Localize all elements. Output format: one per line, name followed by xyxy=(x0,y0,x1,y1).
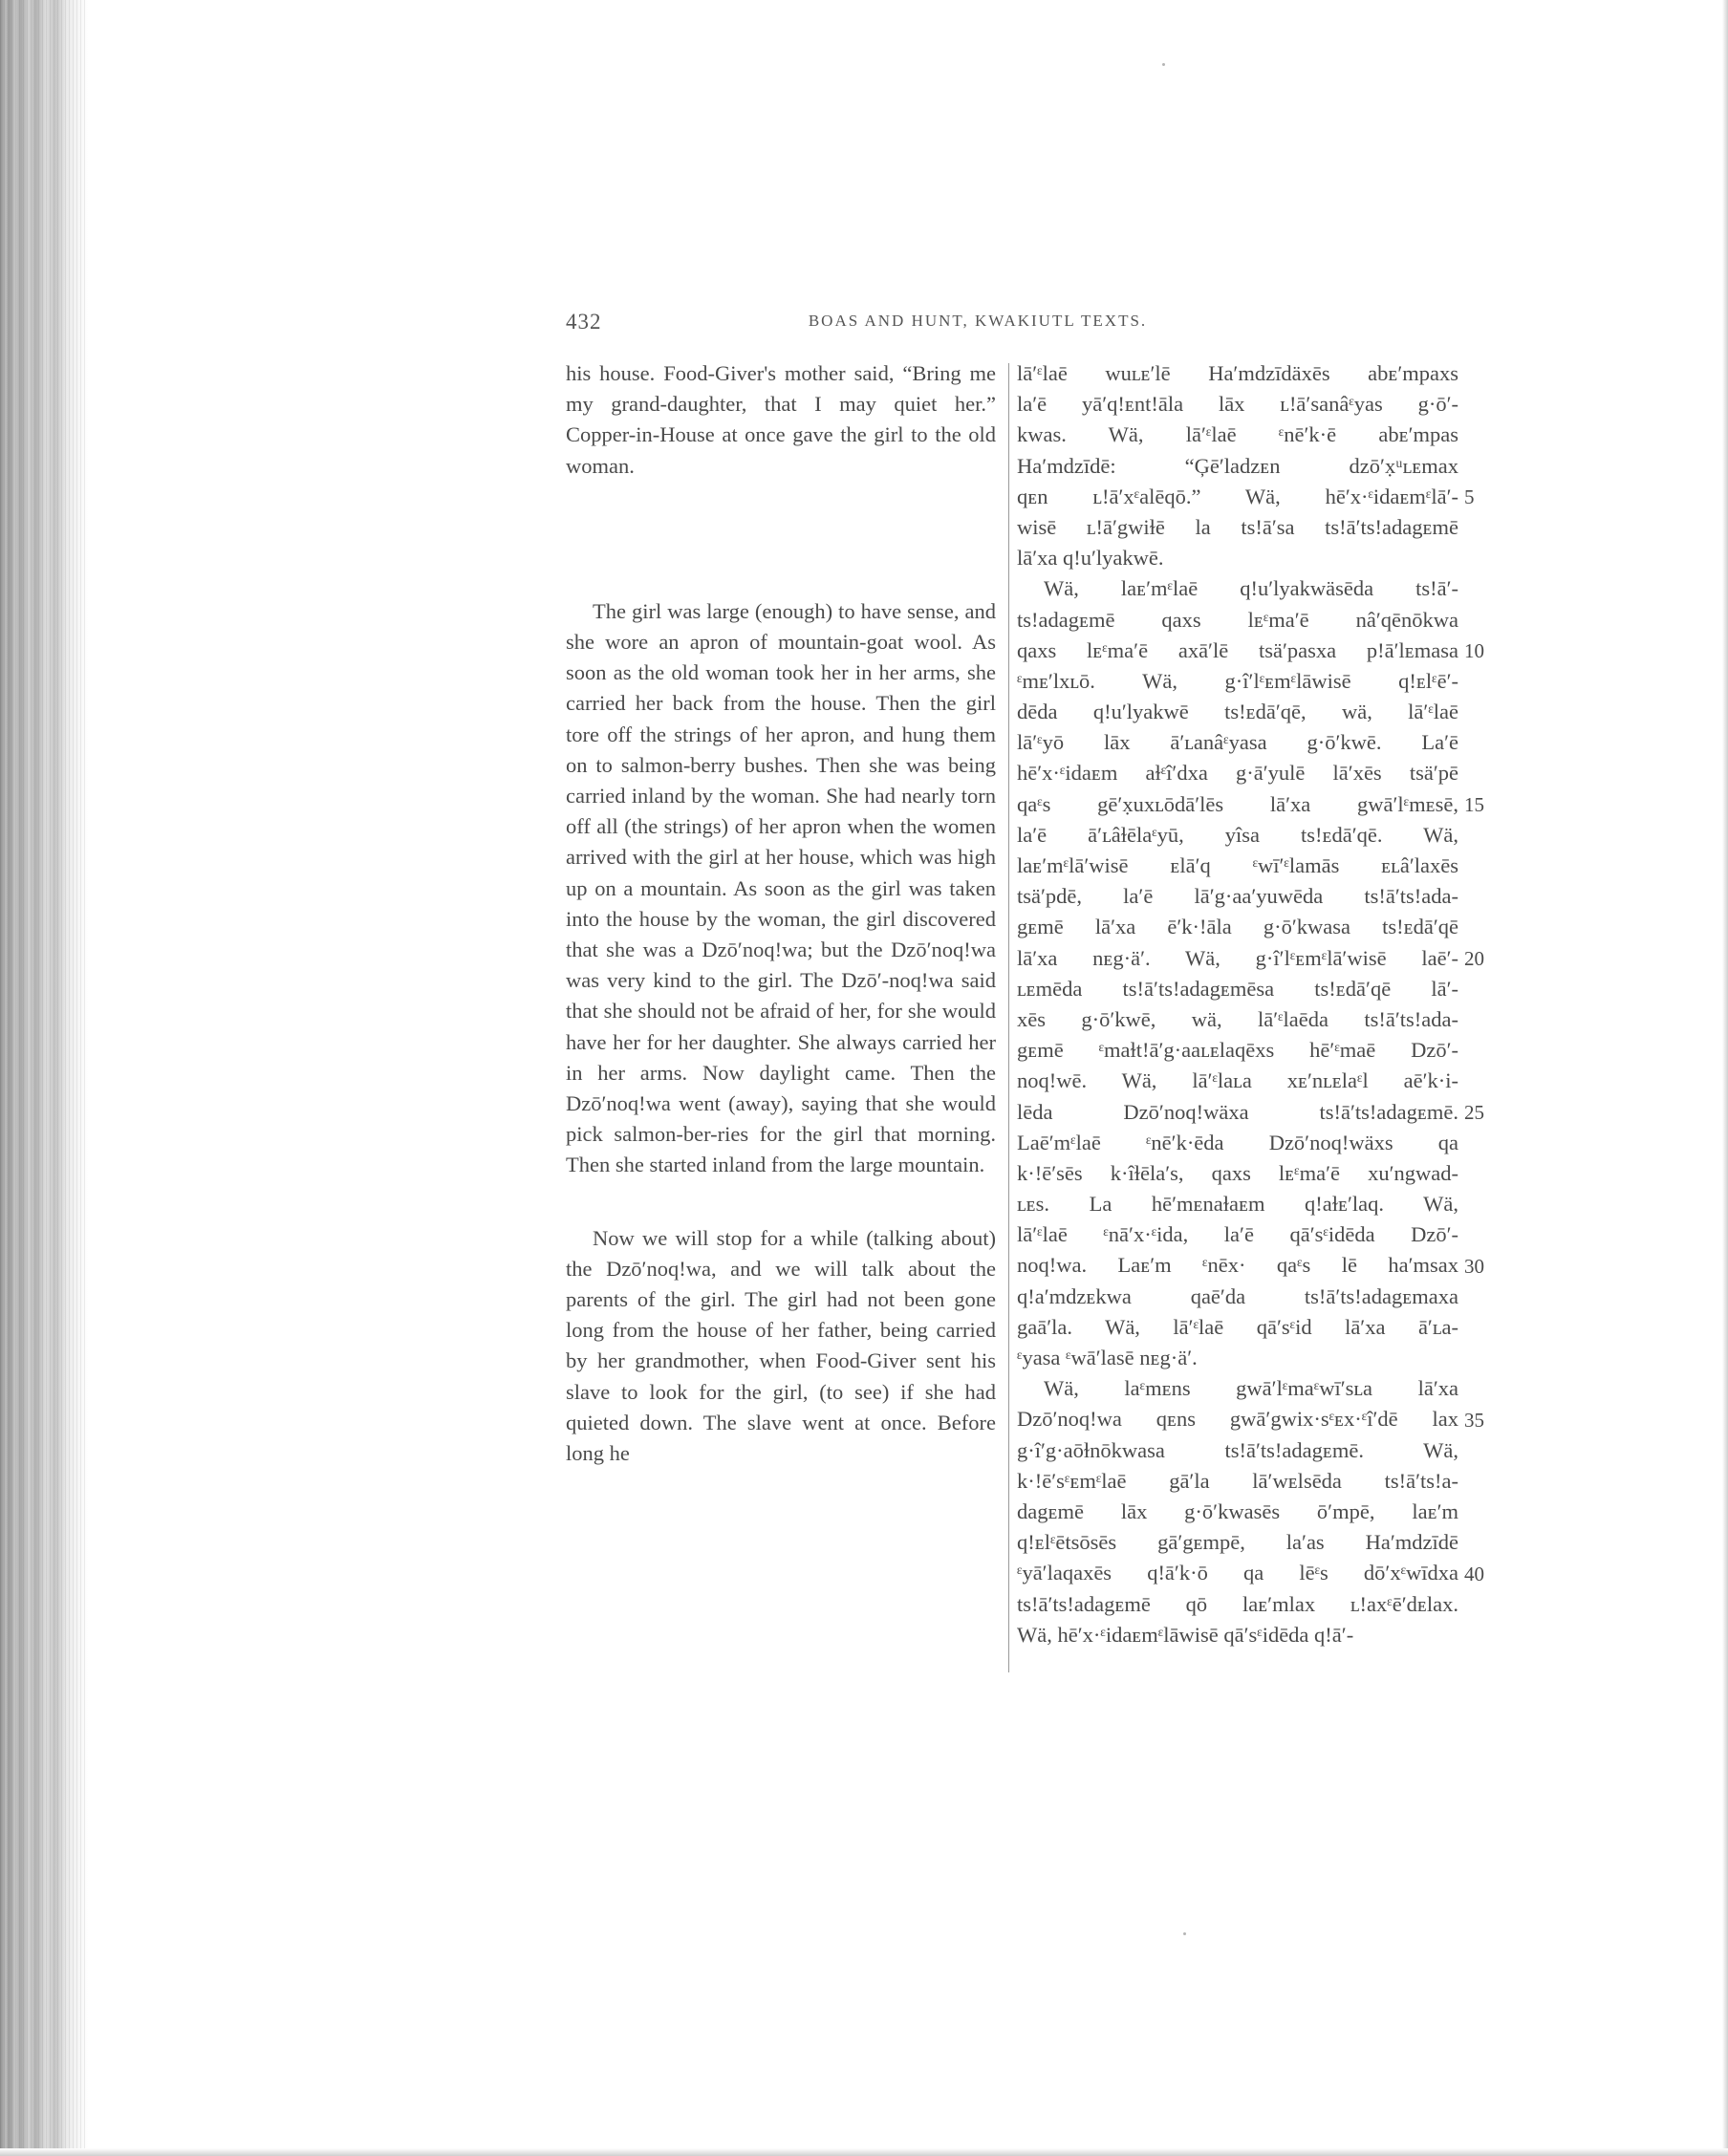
text-line: lā′ᵋlaē wuʟᴇ′lē Ha′mdzīdäxēs abᴇ′mpaxs xyxy=(1017,361,1458,385)
text-line: laᴇ′mᵋlā′wisē ᴇlā′q ᵋwī′ᵋlamās ᴇʟâ′laxēs xyxy=(1017,853,1458,877)
text-line: ts!ā′ts!adagᴇmē qō laᴇ′mlax ʟ!axᵋē′dᴇlax. xyxy=(1017,1591,1458,1616)
text-line: Wä, hē′x·ᵋidaᴇmᵋlāwisē qā′sᵋidēda q!ā′- xyxy=(1017,1622,1354,1647)
text-line: dēda q!u′lyakwē ts!ᴇdā′qē, wä, lā′ᵋlaē xyxy=(1017,700,1458,724)
text-line: la′ē ā′ʟâɫēlaᵋyū, yîsa ts!ᴇdā′qē. Wä, xyxy=(1017,822,1458,847)
text-line: q!ᴇlᵋētsōsēs gā′gᴇmpē, la′as Ha′mdzīdē xyxy=(1017,1530,1458,1555)
translation-paragraph: Now we will stop for a while (talking about) the Dzō′noq!wa, and we will talk about the parents of the girl. The girl had not been gone long from the house of her father, being carried by her grandmother, when Food-Giver sent his slave to look for the girl, (to see) if she had quieted down. The slave went at once. Before long he xyxy=(566,1225,996,1466)
page-bottom-edge xyxy=(0,2148,1728,2156)
text-line: gᴇmē lā′xa ē′k·!āla g·ō′kwasa ts!ᴇdā′qē xyxy=(1017,915,1458,939)
text-line: Ha′mdzīdē: “Ģē′ladzᴇn dzō′x̣ᵘʟᴇmax xyxy=(1017,453,1458,478)
page-number: 432 xyxy=(566,310,602,334)
text-line: Dzō′noq!wa qᴇns gwā′gwix·sᵋᴇx·ᵋî′dē lax xyxy=(1017,1407,1458,1432)
text-line: ʟᴇmēda ts!ā′ts!adagᴇmēsa ts!ᴇdā′qē lā′- xyxy=(1017,976,1458,1001)
text-line: lā′ᵋlaē ᵋnā′x·ᵋida, la′ē qā′sᵋidēda Dzō′- xyxy=(1017,1222,1458,1247)
text-line: q!a′mdzᴇkwa qaē′da ts!ā′ts!adagᴇmaxa xyxy=(1017,1283,1458,1308)
text-line: Wä, laᴇ′mᵋlaē q!u′lyakwäsēda ts!ā′- xyxy=(1044,576,1458,601)
text-line: ʟᴇs. La hē′mᴇnaɫaᴇm q!aɫᴇ′laq. Wä, xyxy=(1017,1192,1458,1217)
line-number: 35 xyxy=(1464,1408,1484,1432)
paper-speck xyxy=(1183,1932,1186,1935)
text-line: Laē′mᵋlaē ᵋnē′k·ēda Dzō′noq!wäxs qa xyxy=(1017,1130,1458,1154)
text-line: xēs g·ō′kwē, wä, lā′ᵋlaēda ts!ā′ts!ada- xyxy=(1017,1006,1458,1031)
text-line: ᵋyā′laqaxēs q!ā′k·ō qa lēᵋs dō′xᵋwīdxa xyxy=(1017,1561,1458,1585)
paper-speck xyxy=(1162,63,1165,66)
page-right-edge xyxy=(1722,0,1728,2156)
column-divider xyxy=(1008,363,1009,1672)
line-number: 40 xyxy=(1464,1562,1484,1585)
text-line: noq!wa. Laᴇ′m ᵋnēx· qaᵋs lē ha′msax xyxy=(1017,1253,1458,1278)
text-line: k·!ē′sēs k·îɫēla′s, qaxs lᴇᵋma′ē xu′ngwad- xyxy=(1017,1160,1458,1185)
text-line: gaā′la. Wä, lā′ᵋlaē qā′sᵋid lā′xa ā′ʟa- xyxy=(1017,1314,1458,1339)
text-line: lēda Dzō′noq!wäxa ts!ā′ts!adagᴇmē. xyxy=(1017,1099,1458,1124)
text-line: qaxs lᴇᵋma′ē axā′lē tsä′pasxa p!ā′lᴇmasa xyxy=(1017,637,1458,662)
page-block-edge-lines xyxy=(0,0,88,2156)
kwakiutl-text-column xyxy=(1017,358,1458,1650)
text-line: lā′ᵋyō lāx ā′ʟanâᵋyasa g·ō′kwē. La′ē xyxy=(1017,730,1458,755)
text-line: ᵋyasa ᵋwā′lasē nᴇg·ä′. xyxy=(1017,1346,1198,1369)
text-line: tsä′pdē, la′ē lā′g·aa′yuwēda ts!ā′ts!ada- xyxy=(1017,884,1458,909)
translation-paragraph: The girl was large (enough) to have sense, and she wore an apron of mountain-goat wool. As soon as the old woman took her in her arms, she carried her back from the house. Then the girl tore off the strings of her apron, and hung them on to salmon-berry bushes. Then she was being carried inland by the woman. She had nearly torn off all (the strings) of her apron when the women arrived with the girl at her house, which was high up on a mountain. As soon as the girl was taken into the house by the woman, the girl discovered that she was a Dzō′noq!wa; but the Dzō′noq!wa was very kind to the girl. The Dzō′-noq!wa said that she should not be afraid of her, for she would have her for her daughter. She always carried her in her arms. Now daylight came. Then the Dzō′noq!wa went (away), saying that she would pick salmon-ber-ries for the girl that morning. Then she started inland from the large mountain. xyxy=(566,598,996,1177)
text-line: k·!ē′sᵋᴇmᵋlaē gā′la lā′wᴇlsēda ts!ā′ts!a- xyxy=(1017,1468,1458,1493)
text-line: hē′x·ᵋidaᴇm aɫᵋî′dxa g·ā′yulē lā′xēs tsä′pē xyxy=(1017,761,1458,786)
text-line: lā′xa q!u′lyakwē. xyxy=(1017,546,1164,571)
line-number: 15 xyxy=(1464,792,1484,816)
running-head: BOAS AND HUNT, KWAKIUTL TEXTS. xyxy=(808,312,1148,330)
line-number: 5 xyxy=(1464,485,1475,508)
translation-paragraph: his house. Food-Giver's mother said, “Bring me my grand-daughter, that I may quiet her.” Copper-in-House at once gave the girl to the old woman. xyxy=(566,361,996,478)
text-line: wisē ʟ!ā′gwiɫē la ts!ā′sa ts!ā′ts!adagᴇmē xyxy=(1017,514,1458,539)
text-line: qaᵋs gē′x̣uxʟōdā′lēs lā′xa gwā′lᵋmᴇsē, xyxy=(1017,791,1458,816)
line-number: 10 xyxy=(1464,638,1484,662)
line-number: 25 xyxy=(1464,1100,1484,1124)
text-line: qᴇn ʟ!ā′xᵋalēqō.” Wä, hē′x·ᵋidaᴇmᵋlā′- xyxy=(1017,484,1458,508)
line-number: 30 xyxy=(1464,1254,1484,1278)
line-number: 20 xyxy=(1464,946,1484,970)
text-line: ᵋmᴇ′lxʟō. Wä, g·î′lᵋᴇmᵋlāwisē q!ᴇlᵋē′- xyxy=(1017,668,1458,693)
text-line: Wä, laᵋmᴇns gwā′lᵋmaᵋwī′sʟa lā′xa xyxy=(1044,1376,1458,1401)
text-line: g·î′g·aōɫnōkwasa ts!ā′ts!adagᴇmē. Wä, xyxy=(1017,1437,1458,1462)
text-line: kwas. Wä, lā′ᵋlaē ᵋnē′k·ē abᴇ′mpas xyxy=(1017,422,1458,447)
text-line: ts!adagᴇmē qaxs lᴇᵋma′ē nâ′qēnōkwa xyxy=(1017,607,1458,632)
text-line: gᴇmē ᵋmaɫt!ā′g·aaʟᴇlaqēxs hē′ᵋmaē Dzō′- xyxy=(1017,1038,1458,1063)
text-line: dagᴇmē lāx g·ō′kwasēs ō′mpē, laᴇ′m xyxy=(1017,1498,1458,1523)
english-translation-column xyxy=(566,358,996,1469)
text-line: lā′xa nᴇg·ä′. Wä, g·î′lᵋᴇmᵋlā′wisē laē′- xyxy=(1017,945,1458,970)
text-line: noq!wē. Wä, lā′ᵋlaʟa xᴇ′nʟᴇlaᵋl aē′k·i- xyxy=(1017,1068,1458,1093)
text-line: la′ē yā′q!ᴇnt!āla lāx ʟ!ā′sanâᵋyas g·ō′- xyxy=(1017,392,1458,417)
page-header xyxy=(566,310,1390,342)
